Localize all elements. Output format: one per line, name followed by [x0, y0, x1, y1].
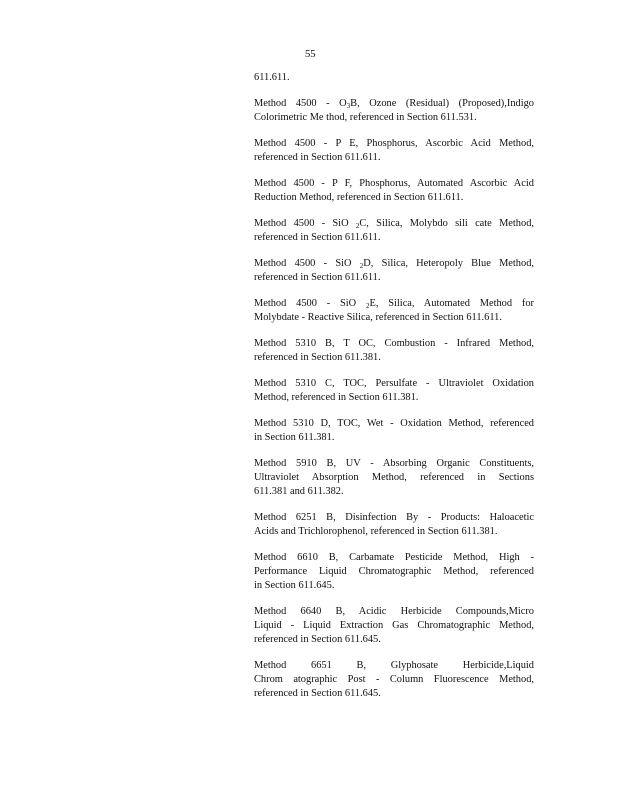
text-segment: referenced in Section 611.611.	[254, 152, 381, 163]
text-segment: Method 5310 B, T OC, Combustion - Infrared Method,	[254, 338, 534, 349]
entry-line	[254, 485, 534, 499]
text-segment: Colorimetric Me thod, referenced in Section 611.531.	[254, 112, 477, 123]
text-segment: referenced in Section 611.611.	[254, 272, 381, 283]
method-entry	[254, 337, 534, 365]
method-entry	[254, 659, 534, 701]
page-number: 55	[305, 49, 316, 60]
entry-line	[254, 457, 534, 471]
text-segment: Method 4500 - P F, Phosphorus, Automated Ascorbic Acid	[254, 178, 534, 189]
subscript: 2	[366, 302, 370, 310]
entry-line	[254, 511, 534, 525]
entry-line	[254, 137, 534, 151]
entry-line	[254, 659, 534, 673]
method-entry	[254, 457, 534, 499]
entry-line	[254, 151, 534, 165]
entry-line	[254, 297, 534, 311]
text-segment: Method, referenced in Section 611.381.	[254, 392, 419, 403]
subscript: 2	[355, 222, 360, 230]
text-segment: Method 5310 D, TOC, Wet - Oxidation Method, referenced	[254, 418, 534, 429]
entry-line	[254, 257, 534, 271]
entry-line	[254, 565, 534, 579]
entry-line	[254, 177, 534, 191]
entry-line	[254, 673, 534, 687]
entry-line	[254, 97, 534, 111]
entry-line	[254, 231, 534, 245]
text-segment: in Section 611.645.	[254, 580, 335, 591]
text-segment: B, Ozone (Residual) (Proposed),Indigo	[350, 98, 534, 109]
text-segment: Method 5910 B, UV - Absorbing Organic Constituents,	[254, 458, 534, 469]
entry-line	[254, 417, 534, 431]
text-segment: referenced in Section 611.381.	[254, 352, 381, 363]
entry-line	[254, 551, 534, 565]
entry-line	[254, 605, 534, 619]
entry-line	[254, 217, 534, 231]
text-segment: Molybdate - Reactive Silica, referenced in Section 611.611.	[254, 312, 502, 323]
text-segment: 611.381 and 611.382.	[254, 486, 344, 497]
method-entry	[254, 377, 534, 405]
text-segment: Method 6610 B, Carbamate Pesticide Method, High -	[254, 552, 534, 563]
text-segment: referenced in Section 611.645.	[254, 634, 381, 645]
text-segment: Method 6251 B, Disinfection By - Products: Haloacetic	[254, 512, 534, 523]
text-segment: Chrom atographic Post - Column Fluorescence Method,	[254, 674, 534, 685]
entry-line	[254, 471, 534, 485]
text-segment: Liquid - Liquid Extraction Gas Chromatographic Method,	[254, 620, 534, 631]
entry-line	[254, 311, 534, 325]
entry-line	[254, 633, 534, 647]
method-entry	[254, 97, 534, 125]
text-segment: Reduction Method, referenced in Section 611.611.	[254, 192, 464, 203]
text-segment: Performance Liquid Chromatographic Method, referenced	[254, 566, 534, 577]
entry-line	[254, 377, 534, 391]
method-entry	[254, 417, 534, 445]
entry-line	[254, 619, 534, 633]
entry-line	[254, 687, 534, 701]
method-entry	[254, 551, 534, 593]
text-segment: Ultraviolet Absorption Method, referenced in Sections	[254, 472, 534, 483]
method-list	[254, 97, 534, 713]
text-segment: in Section 611.381.	[254, 432, 335, 443]
entry-line	[254, 351, 534, 365]
method-entry	[254, 217, 534, 245]
entry-line	[254, 271, 534, 285]
text-segment: Method 4500 - O	[254, 98, 347, 109]
text-segment: referenced in Section 611.645.	[254, 688, 381, 699]
text-segment: C, Silica, Molybdo sili cate Method,	[359, 218, 534, 229]
text-segment: referenced in Section 611.611.	[254, 232, 381, 243]
text-segment: Method 4500 - SiO	[254, 298, 366, 309]
entry-line	[254, 191, 534, 205]
text-segment: Method 4500 - SiO	[254, 218, 356, 229]
entry-line	[254, 525, 534, 539]
text-segment: E, Silica, Automated Method for	[369, 298, 534, 309]
method-entry	[254, 605, 534, 647]
method-entry	[254, 257, 534, 285]
text-segment: D, Silica, Heteropoly Blue Method,	[363, 258, 534, 269]
entry-line	[254, 431, 534, 445]
entry-line	[254, 579, 534, 593]
subscript: 2	[359, 262, 364, 270]
method-entry	[254, 177, 534, 205]
method-entry	[254, 297, 534, 325]
text-segment: Method 6640 B, Acidic Herbicide Compounds,Micro	[254, 606, 534, 617]
entry-line	[254, 337, 534, 351]
subscript: 3	[346, 102, 351, 110]
text-segment: Method 5310 C, TOC, Persulfate - Ultraviolet Oxidation	[254, 378, 534, 389]
continuation-line: 611.611.	[254, 72, 290, 83]
text-segment: Acids and Trichlorophenol, referenced in Section 611.381.	[254, 526, 498, 537]
entry-line	[254, 391, 534, 405]
text-segment: Method 4500 - P E, Phosphorus, Ascorbic Acid Method,	[254, 138, 534, 149]
text-segment: Method 6651 B, Glyphosate Herbicide,Liquid	[254, 660, 534, 671]
method-entry	[254, 511, 534, 539]
method-entry	[254, 137, 534, 165]
text-segment: Method 4500 - SiO	[254, 258, 360, 269]
entry-line	[254, 111, 534, 125]
